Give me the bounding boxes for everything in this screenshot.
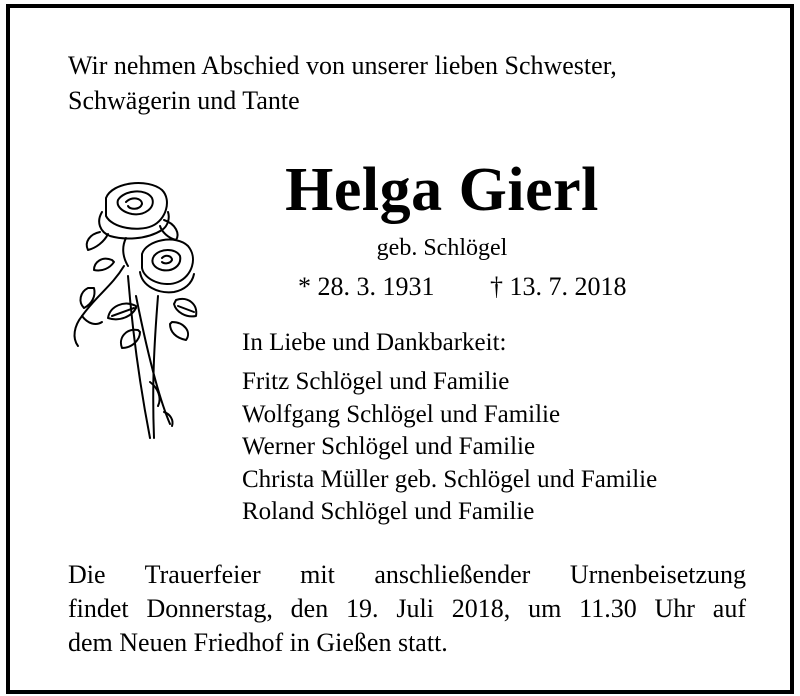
service-line-3: dem Neuen Friedhof in Gießen statt.	[68, 628, 448, 657]
obituary-notice	[6, 4, 794, 694]
intro-line-1: Wir nehmen Abschied von unserer lieben Schwester,	[68, 51, 617, 80]
mourner-name: Fritz Schlögel und Familie	[242, 368, 510, 395]
death-date: † 13. 7. 2018	[490, 272, 627, 301]
maiden-name: geb. Schlögel	[376, 235, 508, 261]
mourner-name: Roland Schlögel und Familie	[242, 498, 535, 525]
mourners-heading: In Liebe und Dankbarkeit:	[242, 329, 507, 356]
mourner-name: Wolfgang Schlögel und Familie	[242, 400, 561, 428]
deceased-name: Helga Gierl	[285, 156, 599, 224]
mourner-name: Werner Schlögel und Familie	[242, 433, 536, 460]
intro-text	[68, 48, 744, 118]
service-line-1: Die Trauerfeier mit anschließender Urnenbeisetzung	[68, 560, 746, 589]
rose-bouquet-icon	[66, 176, 206, 446]
intro-line-2: Schwägerin und Tante	[68, 86, 300, 115]
mourners-section	[242, 326, 657, 529]
service-announcement	[68, 558, 746, 660]
service-line-2: findet Donnerstag, den 19. Juli 2018, um 11.30 Uhr auf	[68, 594, 746, 623]
mourners-list	[242, 366, 657, 529]
birth-date: * 28. 3. 1931	[298, 272, 435, 301]
mourner-name: Christa Müller geb. Schlögel und Familie	[242, 465, 658, 493]
